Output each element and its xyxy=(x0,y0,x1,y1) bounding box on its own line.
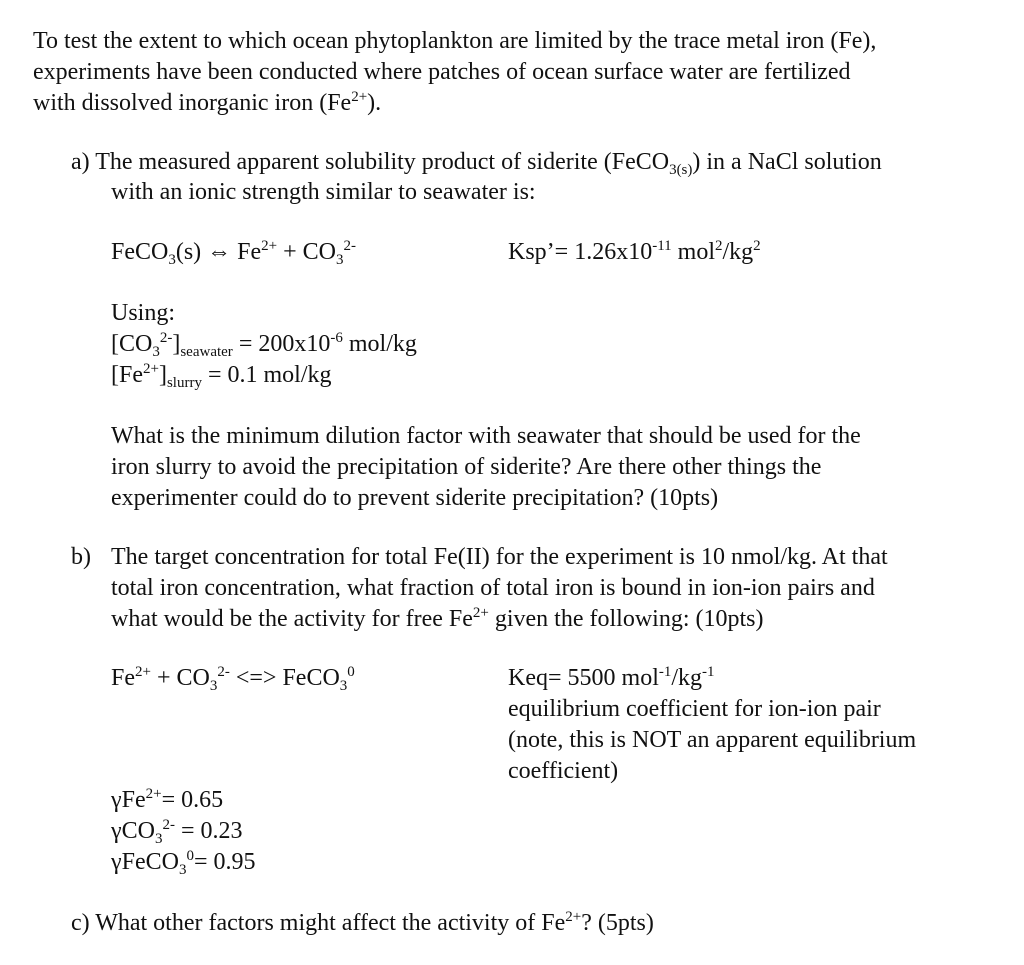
ksp-value: Ksp’= $1.26x10^{-11}$ $mol^2/kg^2$ xyxy=(508,238,761,265)
ion-pair-equation: $Fe^{2+} + CO_3^{2-}$ <=> FeCO$_3^0$ xyxy=(111,664,355,694)
part-b-line-1: The target concentration for total Fe(II) for the experiment is 10 nmol/kg. At that xyxy=(111,544,888,570)
part-b-text xyxy=(111,542,888,635)
part-a-question-line-1: What is the minimum dilution factor with seawater that should be used for the xyxy=(111,423,861,449)
part-a-question-line-2: iron slurry to avoid the precipitation of siderite? Are there other things the xyxy=(111,454,822,480)
part-a-question-line-3: experimenter could do to prevent siderite precipitation? (10pts) xyxy=(111,485,719,511)
intro-line-2: experiments have been conducted where patches of ocean surface water are fertilized xyxy=(33,59,851,85)
part-c-question: c) What other factors might affect the activity of $Fe^{2+}$? (5pts) xyxy=(71,909,654,936)
intro-line-1: To test the extent to which ocean phytoplankton are limited by the trace metal iron (Fe), xyxy=(33,28,877,54)
keq-block xyxy=(508,663,916,787)
part-b-line-3: what would be the activity for free $Fe^{2+}$ given the following: (10pts) xyxy=(111,605,764,632)
gamma-feco3: γFeCO$_3^0$= 0.95 xyxy=(111,848,256,878)
intro-paragraph xyxy=(33,26,876,119)
gamma-fe: γFe$^{2+}$= 0.65 xyxy=(111,786,224,813)
siderite-equation: FeCO$_3$(s) ⇔ $Fe^{2+} + CO_3^{2-}$ xyxy=(111,238,357,268)
activity-coefficients xyxy=(111,785,256,878)
part-b-label: b) xyxy=(71,544,91,570)
keq-note-line-1: equilibrium coefficient for ion-ion pair xyxy=(508,696,881,722)
gamma-co3: γCO$_3^{2-}$ = 0.23 xyxy=(111,817,243,847)
part-a-line-1: a) The measured apparent solubility product of siderite (FeCO$_{3(s)}$) in a NaCl solution xyxy=(71,149,882,178)
part-a-question xyxy=(111,421,861,514)
intro-line-3: with dissolved inorganic iron $(Fe^{2+})$. xyxy=(33,89,382,116)
keq-value: Keq= 5500 $mol^{-1}/kg^{-1}$ xyxy=(508,664,715,691)
keq-note-line-2: (note, this is NOT an apparent equilibrium xyxy=(508,727,917,753)
part-a-line-2: with an ionic strength similar to seawater is: xyxy=(111,179,536,205)
co3-seawater-concentration: $[CO_3^{2-}]_{seawater} = 200x10^{-6}$ mol/kg xyxy=(111,330,417,360)
using-label: Using: xyxy=(111,300,176,326)
keq-note-line-3: coefficient) xyxy=(508,758,619,784)
fe-slurry-concentration: $[Fe^{2+}]_{slurry} = 0.1$ mol/kg xyxy=(111,361,332,391)
part-b-line-2: total iron concentration, what fraction of total iron is bound in ion-ion pairs and xyxy=(111,575,875,601)
